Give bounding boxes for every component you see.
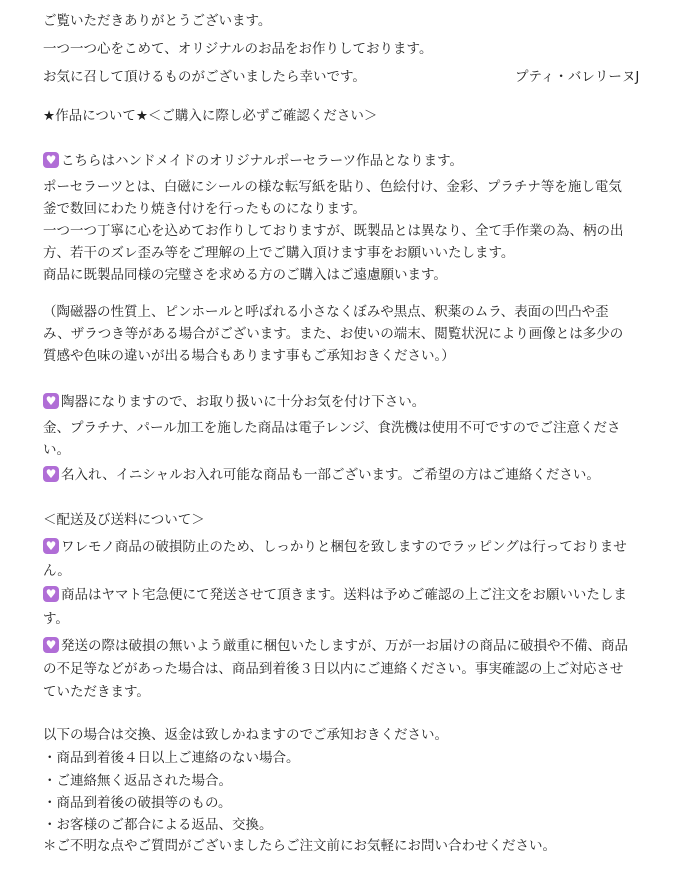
about-text: 方、若干のズレ歪み等をご理解の上でご購入頂けます事をお願いいたします。 xyxy=(43,245,515,261)
shipping-bullet xyxy=(43,585,639,607)
about-bullet xyxy=(43,151,639,173)
about-text: ポーセラーツとは、白磁にシールの様な転写紙を貼り、色絵付け、金彩、プラチナ等を施し電気 xyxy=(43,179,622,195)
shop-signature: プティ・バレリーヌJ xyxy=(515,69,640,85)
care-text: い。 xyxy=(43,442,70,458)
care-bullet-text: 名入れ、イニシャルお入れ可能な商品も一部ございます。ご希望の方はご連絡ください。 xyxy=(61,467,600,483)
about-text: 商品に既製品同様の完璧さを求める方のご購入はご遠慮願います。 xyxy=(43,267,447,283)
care-bullet-text: 陶器になりますので、お取り扱いに十分お気を付け下さい。 xyxy=(61,394,426,410)
about-heading: ★作品について★＜ご購入に際し必ずご確認ください＞ xyxy=(43,108,378,124)
greeting-text: お気に召して頂けるものがございましたら幸いです。 xyxy=(43,69,366,85)
about-text: 釜で数回にわたり焼き付けを行ったものになります。 xyxy=(43,201,366,217)
shipping-bullet-text: 商品はヤマト宅急便にて発送させて頂きます。送料は予めご確認の上ご注文をお願いいたしま xyxy=(61,587,627,603)
heart-icon xyxy=(43,466,59,482)
heart-icon xyxy=(43,637,59,653)
returns-item: ・お客様のご都合による返品、交換。 xyxy=(43,817,273,833)
care-text: 金、プラチナ、パール加工を施した商品は電子レンジ、食洗機は使用不可ですのでご注意くださ xyxy=(43,420,621,436)
about-note: み、ザラつき等がある場合がございます。また、お使いの端末、閲覧状況により画像とは多少の xyxy=(43,326,624,342)
shipping-text: ん。 xyxy=(43,563,71,579)
about-text: 一つ一つ丁寧に心を込めてお作りしておりますが、既製品とは異なり、全て手作業の為、柄の出 xyxy=(43,223,624,239)
greeting-line: 一つ一つ心をこめて、オリジナルのお品をお作りしております。 xyxy=(43,41,433,57)
greeting-line xyxy=(43,67,639,89)
returns-item: ・商品到着後４日以上ご連絡のない場合。 xyxy=(43,750,300,766)
shipping-bullet-text: ワレモノ商品の破損防止のため、しっかりと梱包を致しますのでラッピングは行っておりませ xyxy=(61,539,627,555)
returns-closing: ＊ご不明な点やご質問がございましたらご注文前にお気軽にお問い合わせください。 xyxy=(43,838,556,854)
about-note: （陶磁器の性質上、ピンホールと呼ばれる小さなくぼみや黒点、釈薬のムラ、表面の凹凸や歪 xyxy=(43,304,609,320)
care-bullet xyxy=(43,465,639,487)
returns-intro: 以下の場合は交換、返金は致しかねますのでご承知おきください。 xyxy=(43,727,448,743)
greeting-line: ご覧いただきありがとうございます。 xyxy=(43,13,272,29)
shipping-bullet-text: 発送の際は破損の無いよう厳重に梱包いたしますが、万が一お届けの商品に破損や不備、商品 xyxy=(61,638,628,654)
shipping-text: ていただきます。 xyxy=(43,684,150,700)
shipping-text: の不足等などがあった場合は、商品到着後３日以内にご連絡ください。事実確認の上ご対応させ xyxy=(43,661,624,677)
heart-icon xyxy=(43,152,59,168)
shipping-bullet xyxy=(43,636,639,658)
shipping-heading: ＜配送及び送料について＞ xyxy=(43,512,205,528)
about-bullet-text: こちらはハンドメイドのオリジナルポーセラーツ作品となります。 xyxy=(61,153,464,169)
shipping-bullet xyxy=(43,537,639,559)
about-note: 質感や色味の違いが出る場合もあります事もご承知おきください。） xyxy=(43,348,455,364)
shipping-text: す。 xyxy=(43,611,69,627)
heart-icon xyxy=(43,393,59,409)
care-bullet xyxy=(43,392,639,414)
returns-item: ・ご連絡無く返品された場合。 xyxy=(43,773,232,789)
returns-item: ・商品到着後の破損等のもの。 xyxy=(43,795,232,811)
heart-icon xyxy=(43,538,59,554)
heart-icon xyxy=(43,586,59,602)
